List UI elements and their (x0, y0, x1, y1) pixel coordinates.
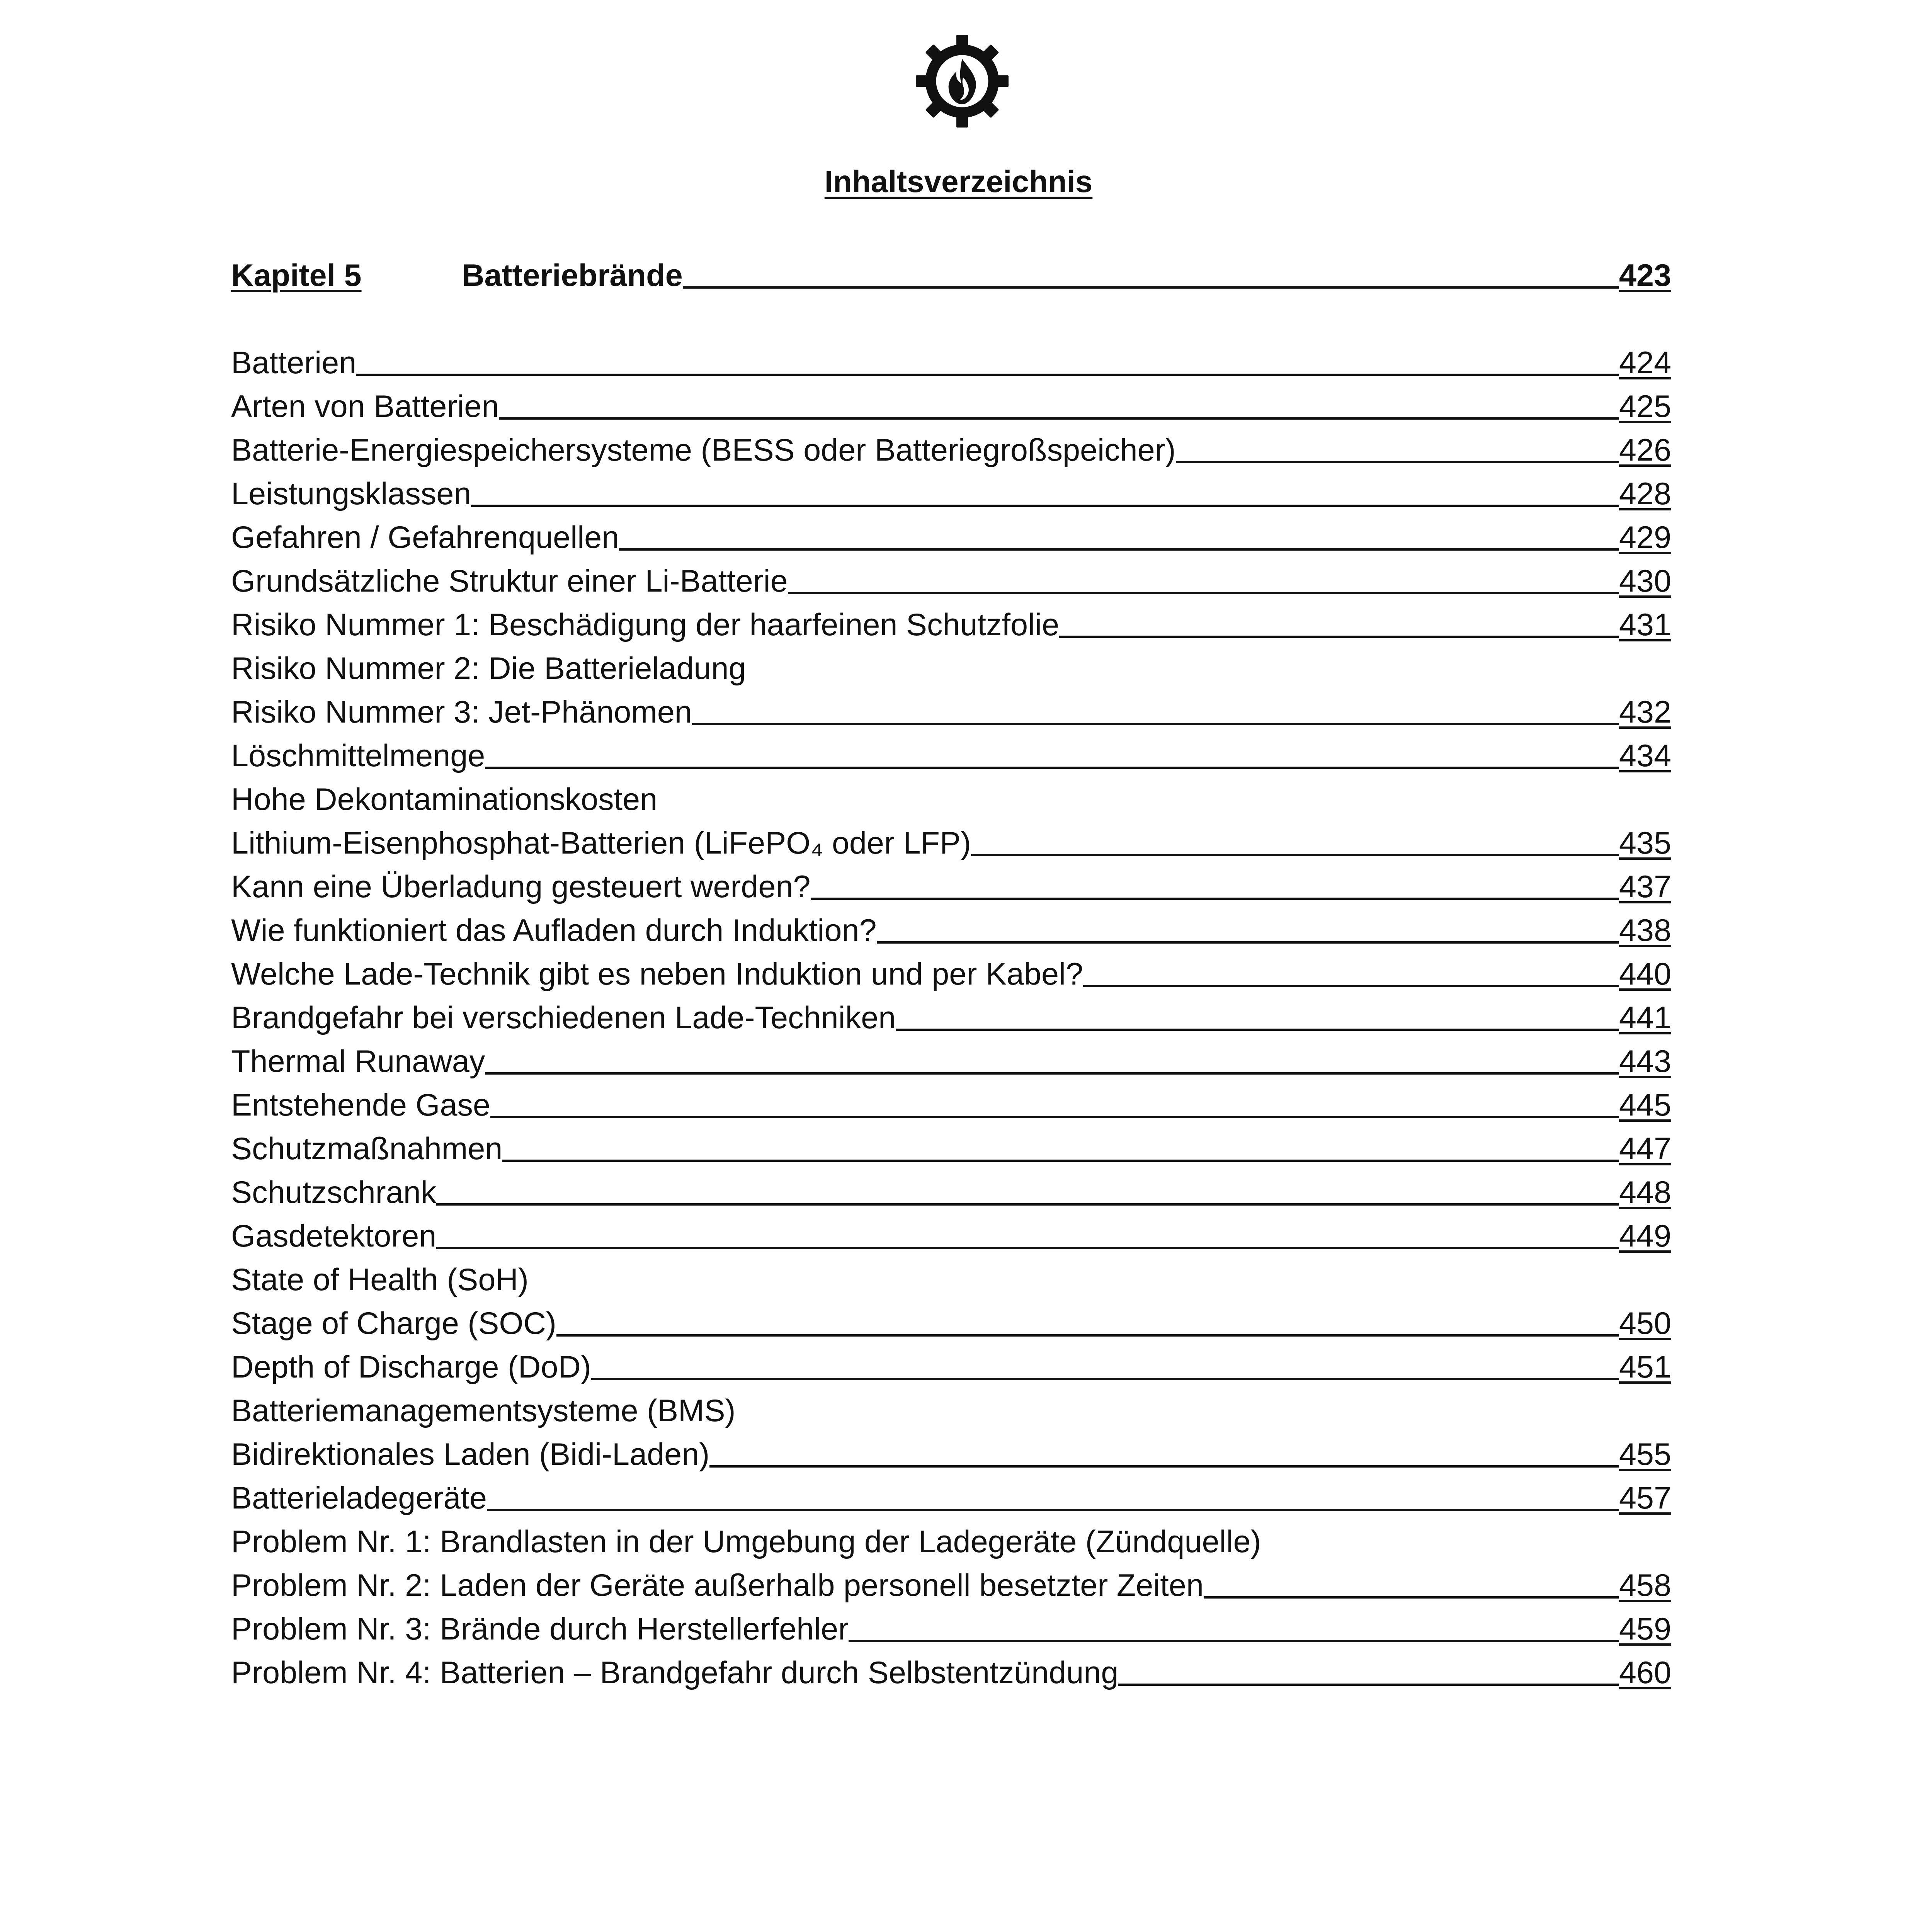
toc-entry[interactable] (231, 382, 1671, 426)
toc-entry[interactable] (231, 688, 1671, 731)
toc-entry-title: Problem Nr. 2: Laden der Geräte außerhalb personell besetzter Zeiten (231, 1568, 1204, 1603)
leader-line (709, 1465, 1619, 1468)
leader-line (499, 417, 1619, 420)
toc-entry-title: Leistungsklassen (231, 476, 471, 511)
toc-entry[interactable] (231, 338, 1671, 382)
toc-entry[interactable] (231, 1299, 1671, 1343)
table-of-contents (231, 251, 1671, 1692)
toc-entry-page-number: 447 (1619, 1131, 1671, 1166)
toc-entry[interactable] (231, 1648, 1671, 1692)
toc-entry-page-number: 460 (1619, 1655, 1671, 1690)
leader-line (1118, 1684, 1619, 1686)
toc-entry[interactable] (231, 775, 1671, 819)
toc-entry-page-number: 457 (1619, 1481, 1671, 1515)
toc-entry-title: Arten von Batterien (231, 389, 499, 424)
toc-entry-title: Risiko Nummer 3: Jet-Phänomen (231, 695, 692, 730)
leader-line (788, 592, 1619, 594)
toc-entry[interactable] (231, 1343, 1671, 1386)
chapter-name: Batteriebrände (462, 258, 683, 293)
gear-flame-icon (914, 33, 1010, 129)
toc-entry[interactable] (231, 469, 1671, 513)
toc-entry-title: Thermal Runaway (231, 1044, 485, 1079)
leader-line (556, 1334, 1619, 1337)
toc-entry[interactable] (231, 1386, 1671, 1430)
toc-entry-title: Batterieladegeräte (231, 1481, 487, 1515)
leader-line (1059, 636, 1619, 638)
toc-entry-page-number: 429 (1619, 520, 1671, 555)
toc-entry-title: Hohe Dekontaminationskosten (231, 782, 658, 817)
toc-entry-page-number: 458 (1619, 1568, 1671, 1603)
toc-entry-page-number: 438 (1619, 913, 1671, 948)
toc-entry-page-number: 451 (1619, 1350, 1671, 1384)
leader-line (485, 767, 1619, 769)
toc-entry[interactable] (231, 906, 1671, 950)
leader-line (471, 505, 1619, 507)
toc-entry-page-number: 450 (1619, 1306, 1671, 1341)
toc-entry-title: Wie funktioniert das Aufladen durch Induktion? (231, 913, 877, 948)
leader-line (502, 1160, 1619, 1162)
leader-line (356, 374, 1619, 376)
chapter-heading-row[interactable] (231, 251, 1671, 295)
toc-entry-title: Batterie-Energiespeichersysteme (BESS oder Batteriegroßspeicher) (231, 433, 1176, 468)
toc-entry[interactable] (231, 819, 1671, 862)
toc-entry-page-number: 424 (1619, 345, 1671, 380)
toc-entry-page-number: 425 (1619, 389, 1671, 424)
toc-entry[interactable] (231, 1168, 1671, 1212)
toc-entry-title: Problem Nr. 3: Brände durch Herstellerfehler (231, 1612, 849, 1646)
leader-line (591, 1378, 1619, 1380)
leader-line (1176, 461, 1619, 463)
leader-line (896, 1029, 1619, 1031)
toc-entry-title: Lithium-Eisenphosphat-Batterien (LiFePO₄ oder LFP) (231, 826, 971, 861)
toc-entry-page-number: 435 (1619, 826, 1671, 861)
toc-entry-page-number: 455 (1619, 1437, 1671, 1472)
toc-entry[interactable] (231, 644, 1671, 688)
toc-entry-title: Depth of Discharge (DoD) (231, 1350, 591, 1384)
toc-entry-title: Problem Nr. 1: Brandlasten in der Umgebung der Ladegeräte (Zündquelle) (231, 1524, 1261, 1559)
toc-entry-title: Risiko Nummer 2: Die Batterieladung (231, 651, 746, 686)
toc-entry-page-number: 459 (1619, 1612, 1671, 1646)
spacer (231, 295, 1671, 338)
toc-entry-title: Gasdetektoren (231, 1219, 437, 1253)
chapter-page-number: 423 (1619, 258, 1671, 293)
toc-entry-page-number: 448 (1619, 1175, 1671, 1210)
toc-entry-title: State of Health (SoH) (231, 1262, 529, 1297)
document-title: Inhaltsverzeichnis (824, 164, 1093, 199)
toc-entry-title: Schutzmaßnahmen (231, 1131, 503, 1166)
leader-line (683, 286, 1619, 289)
leader-line (436, 1203, 1619, 1206)
toc-entry[interactable] (231, 1212, 1671, 1255)
toc-entry-title: Risiko Nummer 1: Beschädigung der haarfeinen Schutzfolie (231, 607, 1060, 642)
toc-entry-page-number: 426 (1619, 433, 1671, 468)
toc-entry-title: Entstehende Gase (231, 1088, 490, 1122)
toc-entry-page-number: 437 (1619, 869, 1671, 904)
toc-entry[interactable] (231, 1517, 1671, 1561)
toc-entry-page-number: 432 (1619, 695, 1671, 730)
toc-entry-title: Gefahren / Gefahrenquellen (231, 520, 619, 555)
leader-line (490, 1116, 1619, 1118)
leader-line (877, 941, 1619, 944)
leader-line (692, 723, 1619, 725)
toc-entry-title: Problem Nr. 4: Batterien – Brandgefahr durch Selbstentzündung (231, 1655, 1119, 1690)
toc-entry-title: Batteriemanagementsysteme (BMS) (231, 1393, 736, 1428)
toc-entry-page-number: 434 (1619, 738, 1671, 773)
toc-entry-title: Grundsätzliche Struktur einer Li-Batterie (231, 564, 788, 599)
toc-entry[interactable] (231, 600, 1671, 644)
toc-entries (231, 338, 1671, 1692)
leader-line (619, 548, 1619, 551)
toc-entry-page-number: 441 (1619, 1000, 1671, 1035)
toc-entry[interactable] (231, 1605, 1671, 1648)
chapter-number: Kapitel 5 (231, 258, 362, 293)
leader-line (811, 898, 1619, 900)
toc-entry[interactable] (231, 1037, 1671, 1081)
toc-entry-page-number: 430 (1619, 564, 1671, 599)
toc-entry-title: Schutzschrank (231, 1175, 437, 1210)
toc-entry-page-number: 440 (1619, 957, 1671, 992)
toc-entry[interactable] (231, 1081, 1671, 1124)
toc-entry[interactable] (231, 1255, 1671, 1299)
toc-entry-title: Bidirektionales Laden (Bidi-Laden) (231, 1437, 710, 1472)
leader-line (971, 854, 1619, 856)
toc-entry[interactable] (231, 557, 1671, 600)
toc-entry-title: Brandgefahr bei verschiedenen Lade-Techniken (231, 1000, 896, 1035)
toc-entry-page-number: 431 (1619, 607, 1671, 642)
toc-entry[interactable] (231, 1474, 1671, 1517)
toc-entry[interactable] (231, 950, 1671, 993)
toc-entry-title: Löschmittelmenge (231, 738, 485, 773)
toc-entry-page-number: 443 (1619, 1044, 1671, 1079)
leader-line (1204, 1596, 1619, 1599)
leader-line (487, 1509, 1619, 1511)
toc-entry[interactable] (231, 1561, 1671, 1605)
toc-entry-title: Welche Lade-Technik gibt es neben Induktion und per Kabel? (231, 957, 1084, 992)
leader-line (849, 1640, 1619, 1642)
toc-entry-title: Kann eine Überladung gesteuert werden? (231, 869, 811, 904)
leader-line (485, 1072, 1619, 1075)
leader-line (436, 1247, 1619, 1249)
toc-entry[interactable] (231, 731, 1671, 775)
toc-entry[interactable] (231, 1430, 1671, 1474)
leader-line (1083, 985, 1619, 987)
toc-entry-page-number: 449 (1619, 1219, 1671, 1253)
toc-entry-title: Stage of Charge (SOC) (231, 1306, 556, 1341)
toc-entry[interactable] (231, 426, 1671, 469)
toc-entry-title: Batterien (231, 345, 357, 380)
toc-entry-page-number: 445 (1619, 1088, 1671, 1122)
toc-entry[interactable] (231, 513, 1671, 557)
toc-entry-page-number: 428 (1619, 476, 1671, 511)
toc-entry[interactable] (231, 993, 1671, 1037)
toc-entry[interactable] (231, 862, 1671, 906)
toc-entry[interactable] (231, 1124, 1671, 1168)
